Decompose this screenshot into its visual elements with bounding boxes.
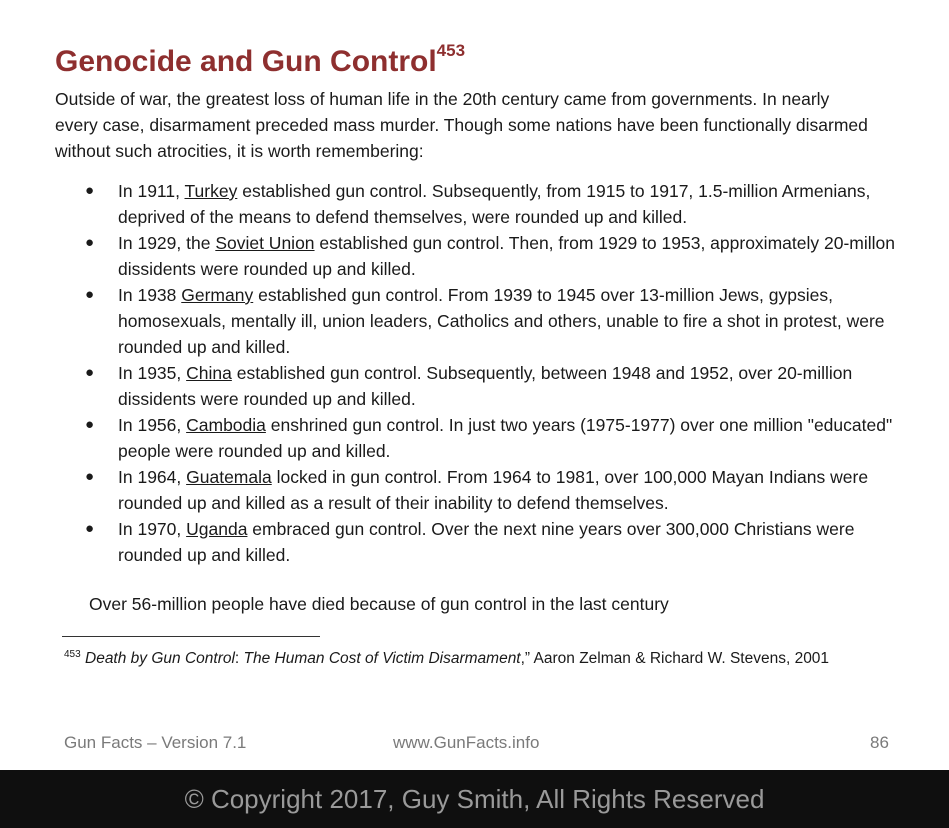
country-name: Soviet Union bbox=[215, 233, 315, 253]
footnote-subtitle-colon: : bbox=[234, 650, 240, 667]
country-name: Cambodia bbox=[186, 415, 266, 435]
intro-paragraph: Outside of war, the greatest loss of human life in the 20th century came from governments. In nearly every case, disarmament preceded mass murder. Though some nations have been functionally disarmed without such atrocities, it is worth remembering: bbox=[55, 89, 868, 161]
bullet-icon: ● bbox=[85, 182, 95, 199]
footer-version: Gun Facts – Version 7.1 bbox=[64, 733, 247, 752]
bullet-icon: ● bbox=[85, 520, 95, 537]
list-item: ● In 1935, China established gun control. Subsequently, between 1948 and 1952, over 20-million dissidents were rounded up and killed. bbox=[80, 360, 895, 412]
footnote-authors: ,” Aaron Zelman & Richard W. Stevens, 2001 bbox=[520, 650, 830, 667]
list-item: ● In 1938 Germany established gun control. From 1939 to 1945 over 13-million Jews, gypsies, homosexuals, mentally ill, union leaders, Catholics and others, unable to fire a shot in protest, were rounded up and killed. bbox=[80, 282, 895, 360]
list-item: ● In 1956, Cambodia enshrined gun control. In just two years (1975-1977) over one million "educated" people were rounded up and killed. bbox=[80, 412, 895, 464]
bullet-icon: ● bbox=[85, 234, 95, 251]
copyright-text: © Copyright 2017, Guy Smith, All Rights Reserved bbox=[184, 784, 765, 814]
country-name: Germany bbox=[181, 285, 254, 305]
footnote-reference: 453 bbox=[436, 41, 466, 60]
footnote-source-subtitle: The Human Cost of Victim Disarmament bbox=[239, 650, 521, 667]
country-name: Guatemala bbox=[186, 467, 272, 487]
country-name: Turkey bbox=[184, 181, 238, 201]
list-item: ● In 1929, the Soviet Union established gun control. Then, from 1929 to 1953, approximately 20-millon dissidents were rounded up and killed. bbox=[80, 230, 895, 282]
list-item: ● In 1911, Turkey established gun control. Subsequently, from 1915 to 1917, 1.5-million Armenians, deprived of the means to defend themselves, were rounded up and killed. bbox=[80, 178, 895, 230]
list-item: ● In 1970, Uganda embraced gun control. Over the next nine years over 300,000 Christians were rounded up and killed. bbox=[80, 516, 895, 568]
bullet-icon: ● bbox=[85, 416, 95, 433]
bullet-icon: ● bbox=[85, 468, 95, 485]
bullet-icon: ● bbox=[85, 364, 95, 381]
country-name: China bbox=[186, 363, 232, 383]
page-title-text: Genocide and Gun Control bbox=[55, 45, 437, 78]
footnote bbox=[64, 648, 909, 669]
bullet-icon: ● bbox=[85, 286, 95, 303]
bullet-list bbox=[80, 178, 895, 568]
page-title bbox=[55, 41, 466, 80]
footnote-source-title: Death by Gun Control bbox=[85, 650, 235, 667]
footnote-divider bbox=[62, 636, 320, 637]
copyright-bar bbox=[0, 770, 949, 828]
list-item: ● In 1964, Guatemala locked in gun control. From 1964 to 1981, over 100,000 Mayan Indians were rounded up and killed as a result of their inability to defend themselves. bbox=[80, 464, 895, 516]
page-number: 86 bbox=[870, 733, 889, 752]
footer-website: www.GunFacts.info bbox=[393, 733, 540, 752]
footnote-number: 453 bbox=[64, 648, 81, 660]
summary-statement: Over 56-million people have died because of gun control in the last century bbox=[89, 594, 669, 614]
country-name: Uganda bbox=[186, 519, 248, 539]
